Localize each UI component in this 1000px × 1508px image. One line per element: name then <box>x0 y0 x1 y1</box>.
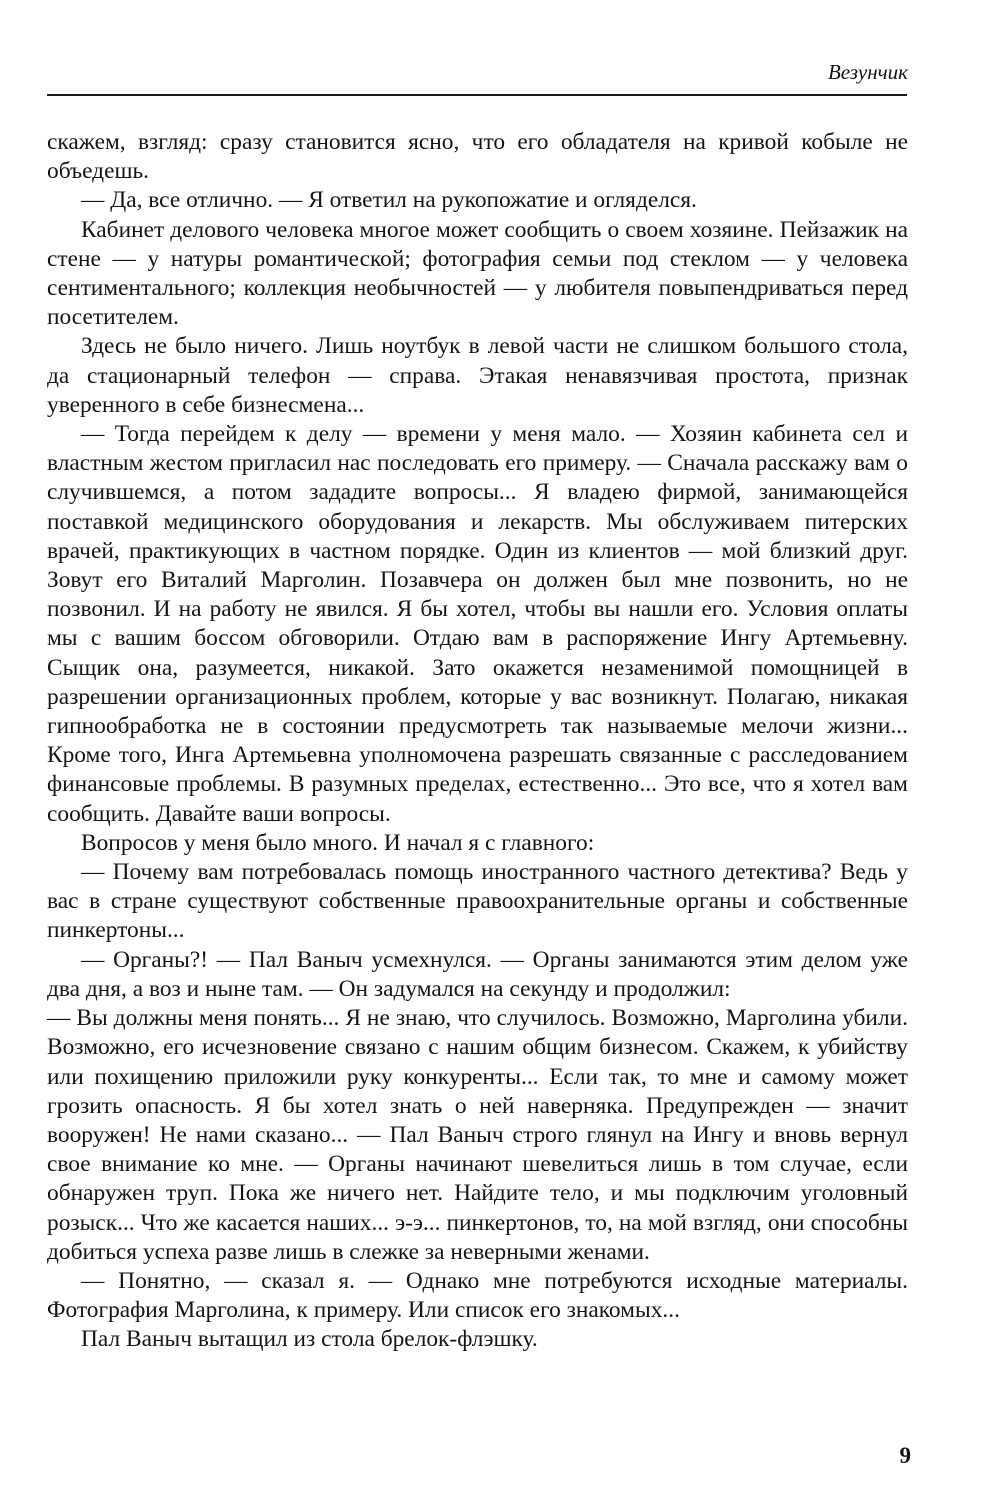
page-number: 9 <box>899 1443 911 1468</box>
paragraph: Здесь не было ничего. Лишь ноутбук в левой части не слишком большого стола, да стационарный телефон — справа. Этакая ненавязчивая простота, признак уверенного в себе бизнесмена... <box>47 333 908 418</box>
paragraph: — Тогда перейдем к делу — времени у меня мало. — Хозяин кабинета сел и властным жестом пригласил нас последовать его примеру. — Сначала расскажу вам о случившемся, а потом зададите вопросы... Я владею фирмой, занимающейся поставкой медицинского оборудования и лекарств. Мы обслуживаем питерских врачей, практикующих в частном порядке. Один из клиентов — мой близкий друг. Зовут его Виталий Марголин. Позавчера он должен был мне позвонить, но не позвонил. И на работу не явился. Я бы хотел, чтобы вы нашли его. Условия оплаты мы с вашим боссом обговорили. Отдаю вам в распоряжение Ингу Артемьевну. Сыщик она, разумеется, никакой. Зато окажется незаменимой помощницей в разрешении организационных проблем, которые у вас возникнут. Полагаю, никакая гипнообработка не в состоянии предусмотреть так называемые мелочи жизни... Кроме того, Инга Артемьевна уполномочена разрешать связанные с расследованием финансовые проблемы. В разумных пределах, естественно... Это все, что я хотел вам сообщить. Давайте ваши вопросы. <box>47 421 908 827</box>
paragraph: Вопросов у меня было много. И начал я с главного: <box>81 829 595 856</box>
paragraph: — Да, все отлично. — Я ответил на рукопожатие и огляделся. <box>81 187 697 214</box>
paragraph: — Органы?! — Пал Ваныч усмехнулся. — Органы занимаются этим делом уже два дня, а воз и ныне там. — Он задумался на секунду и продолжил: <box>47 946 908 1002</box>
paragraph: Кабинет делового человека многое может сообщить о своем хозяине. Пейзажик на стене — у натуры романтической; фотография семьи под стеклом — у человека сентиментального; коллекция необычностей — у любителя повыпендриваться перед посетителем. <box>47 216 908 331</box>
paragraph-continuation: — Вы должны меня понять... Я не знаю, что случилось. Возможно, Марголина убили. Возможно, его исчезновение связано с нашим общим бизнесом. Скажем, к убийству или похищению приложили руку конкуренты... Если так, то мне и самому может грозить опасность. Я бы хотел знать о ней наверняка. Предупрежден — значит вооружен! Не нами сказано... — Пал Ваныч строго глянул на Ингу и вновь вернул свое внимание ко мне. — Органы начинают шевелиться лишь в том случае, если обнаружен труп. Пока же ничего нет. Найдите тело, и мы подключим уголовный розыск... Что же касается наших... э-э... пинкертонов, то, на мой взгляд, они способны добиться успеха разве лишь в слежке за неверными женами. <box>47 1005 908 1265</box>
body-text <box>47 128 908 1355</box>
paragraph-continuation: скажем, взгляд: сразу становится ясно, что его обладателя на кривой кобыле не объедешь. <box>47 129 908 185</box>
paragraph: — Понятно, — сказал я. — Однако мне потребуются исходные материалы. Фотография Марголина, к примеру. Или список его знакомых... <box>47 1267 908 1324</box>
paragraph: Пал Ваныч вытащил из стола брелок-флэшку. <box>81 1326 538 1353</box>
header-rule <box>47 94 907 96</box>
running-head: Везунчик <box>827 60 908 84</box>
paragraph: — Почему вам потребовалась помощь иностранного частного детектива? Ведь у вас в стране существуют собственные правоохранительные органы и собственные пинкертоны... <box>47 859 908 944</box>
